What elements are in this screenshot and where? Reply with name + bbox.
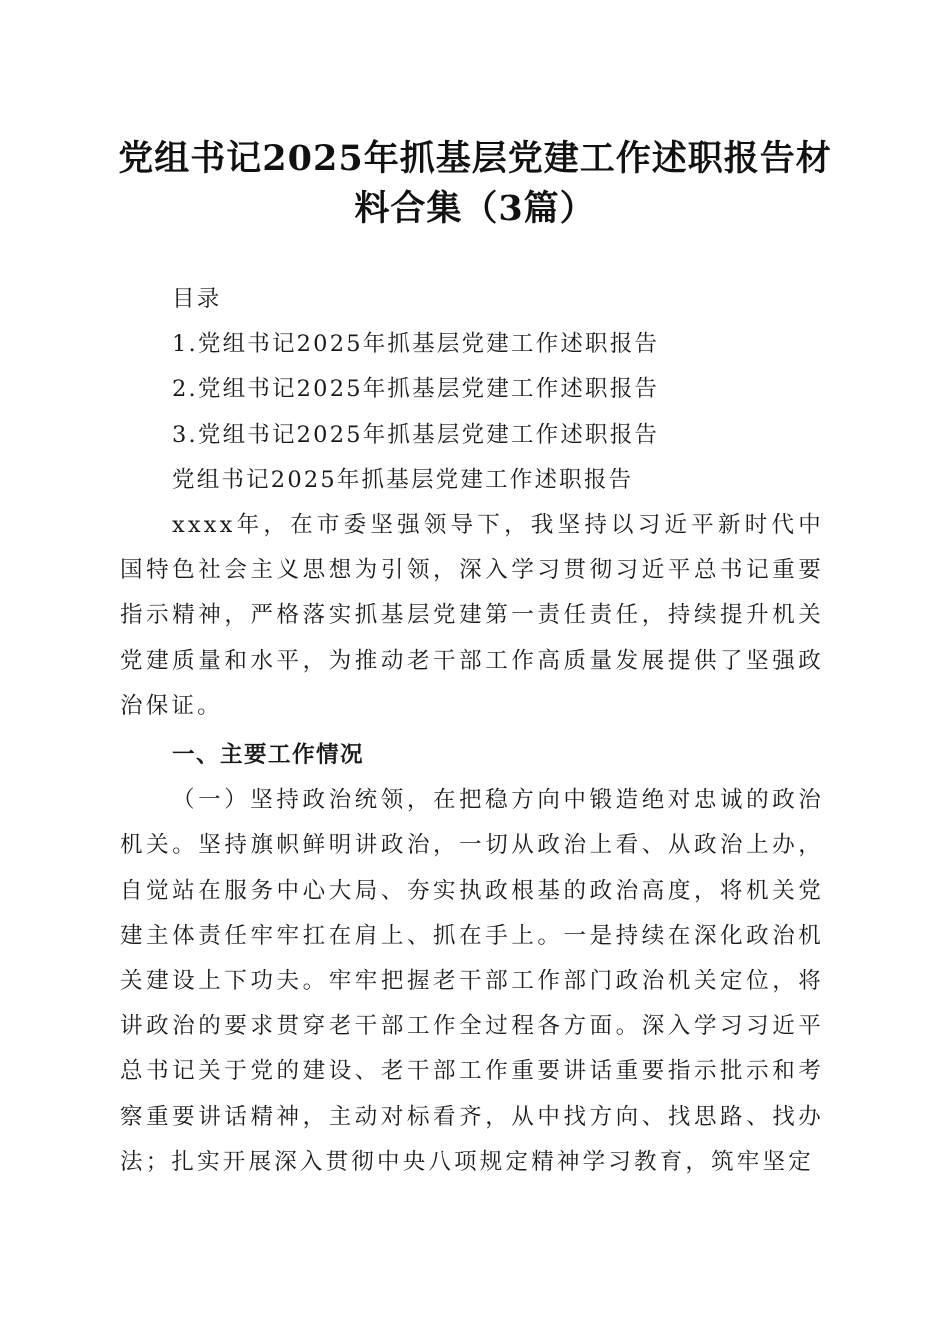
toc-item-2: 2.党组书记2025年抓基层党建工作述职报告	[172, 376, 660, 403]
toc-label: 目录	[172, 286, 222, 312]
subsection-paragraph: （一）坚持政治统领，在把稳方向中锻造绝对忠诚的政治机关。坚持旗帜鲜明讲政治，一切从政治上看、从政治上办，自觉站在服务中心大局、夯实执政根基的政治高度，将机关党建主体责任牢牢扛在肩上、抓在手上。一是持续在深化政治机关建设上下功夫。牢牢把握老干部工作部门政治机关定位，将讲政治的要求贯穿老干部工作全过程各方面。深入学习习近平总书记关于党的建设、老干部工作重要讲话重要指示批示和考察重要讲话精神，主动对标看齐，从中找方向、找思路、找办法；扎实开展深入贯彻中央八项规定精神学习教育，筑牢坚定	[120, 787, 824, 1175]
toc-item-3: 3.党组书记2025年抓基层党建工作述职报告	[172, 421, 660, 448]
report-title: 党组书记2025年抓基层党建工作述职报告	[172, 466, 634, 493]
document-body	[120, 277, 824, 1185]
intro-paragraph: xxxx年，在市委坚强领导下，我坚持以习近平新时代中国特色社会主义思想为引领，深入学习贯彻习近平总书记重要指示精神，严格落实抓基层党建第一责任责任，持续提升机关党建质量和水平，为推动老干部工作高质量发展提供了坚强政治保证。	[120, 512, 824, 719]
section-heading: 一、主要工作情况	[172, 742, 365, 769]
toc-item-1: 1.党组书记2025年抓基层党建工作述职报告	[172, 331, 660, 358]
document-title: 党组书记2025年抓基层党建工作述职报告材料合集（3篇）	[118, 138, 832, 229]
